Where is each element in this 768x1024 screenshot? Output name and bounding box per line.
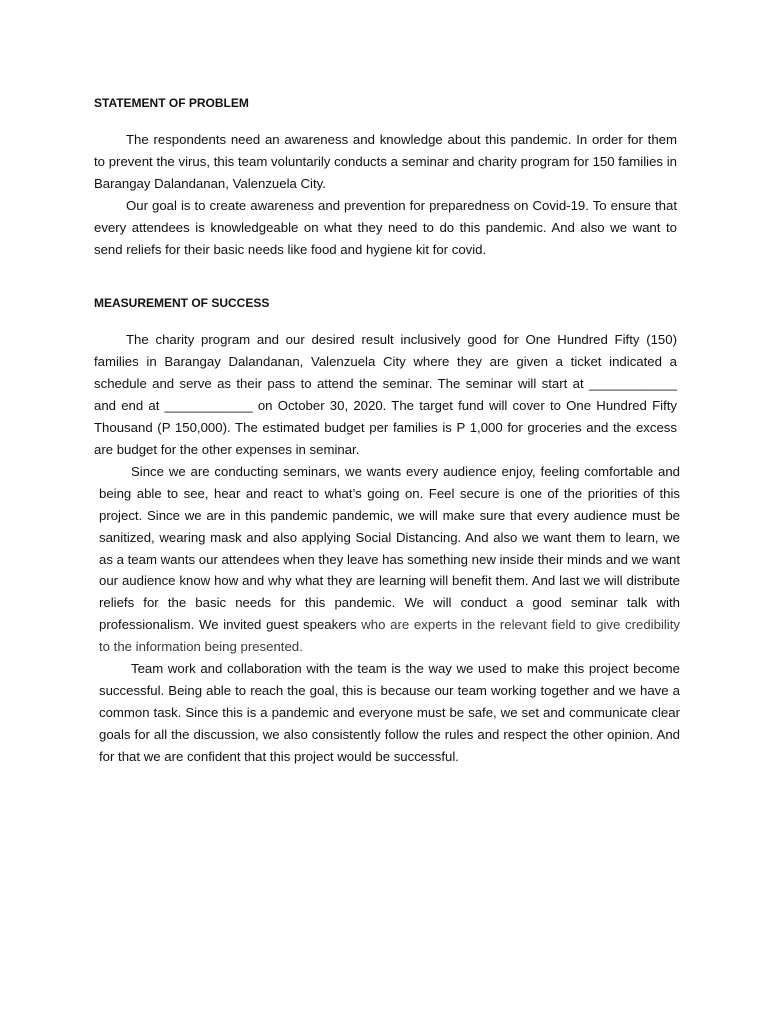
paragraph: The charity program and our desired result inclusively good for One Hundred Fifty (150) families in Barangay Dalandanan, Valenzuela City where they are given a ticket indicated a schedule and serve as their pass to attend the seminar. The seminar will start at ____________ and end at ____________ on October 30, 2020. The target fund will cover to One Hundred Fifty Thousand (P 150,000). The estimated budget per families is P 1,000 for groceries and the excess are budget for the other expenses in seminar.	[94, 332, 677, 457]
section-spacer	[94, 260, 677, 293]
paragraph: Our goal is to create awareness and prevention for preparedness on Covid-19. To ensure that every attendees is knowledgeable on what they need to do this pandemic. And also we want to send reliefs for their basic needs like food and hygiene kit for covid.	[94, 197, 677, 257]
document-page	[94, 93, 680, 768]
paragraph: The respondents need an awareness and knowledge about this pandemic. In order for them to prevent the virus, this team voluntarily conducts a seminar and charity program for 150 families in Barangay Dalandanan, Valenzuela City.	[94, 132, 677, 191]
paragraph: Team work and collaboration with the team is the way we used to make this project become successful. Being able to reach the goal, this is because our team working together and we have a common task. Since this is a pandemic and everyone must be safe, we set and communicate clear goals for all the discussion, we also consistently follow the rules and respect the other opinion. And for that we are confident that this project would be successful.	[99, 661, 680, 764]
section-statement-of-problem	[94, 93, 677, 260]
section-heading: STATEMENT OF PROBLEM	[94, 96, 249, 110]
section-measurement-of-success	[94, 293, 680, 767]
paragraph-text: Since we are conducting seminars, we wants every audience enjoy, feeling comfortable and being able to see, hear and react to what’s going on. Feel secure is one of the priorities of this project. Since we are in this pandemic pandemic, we will make sure that every audience must be sanitized, wearing mask and also applying Social Distancing. And also we want them to learn, we as a team wants our attendees when they leave has something new inside their minds and we want our audience know how and why what they are learning will benefit them. And last we will distribute reliefs for the basic needs for this pandemic. We will conduct a good seminar talk with professionalism. We invited guest speakers	[99, 463, 680, 633]
paragraph	[99, 461, 680, 658]
paragraph-text-continued: who are experts in the relevant field to give credibility to the information being presented.	[99, 617, 680, 655]
section-heading: MEASUREMENT OF SUCCESS	[94, 296, 270, 311]
